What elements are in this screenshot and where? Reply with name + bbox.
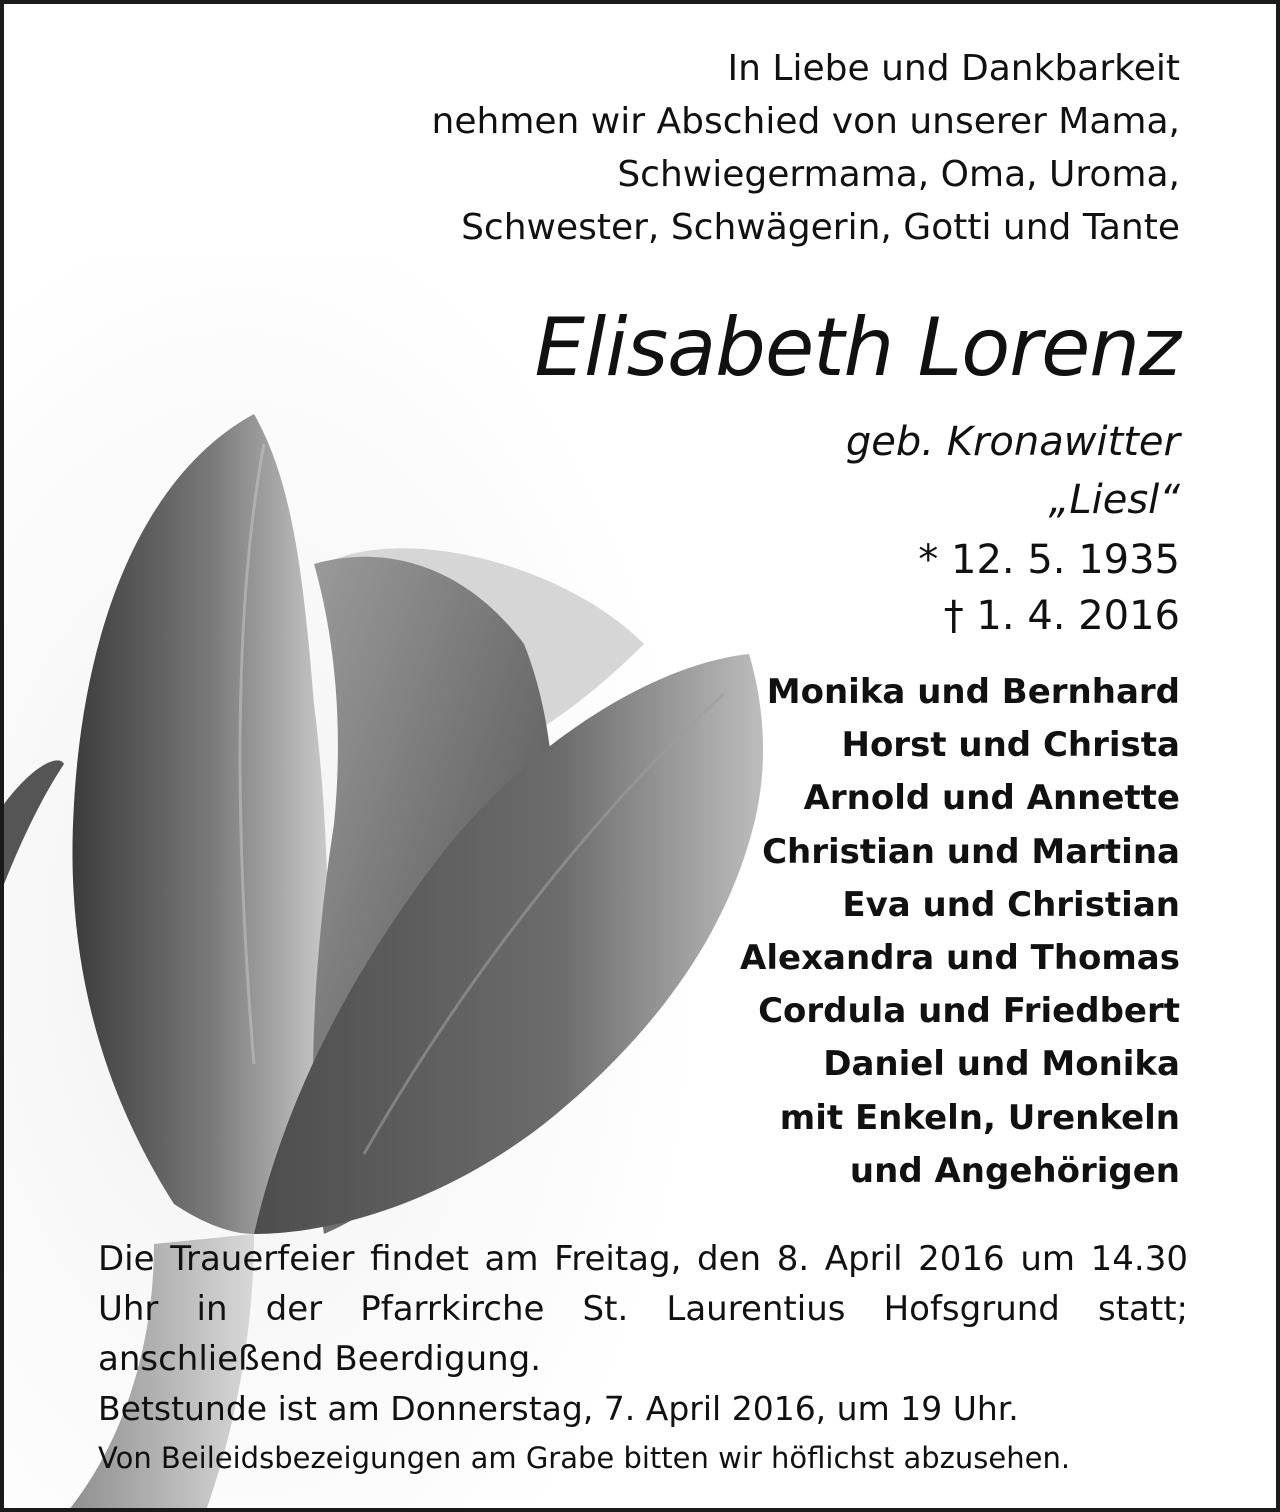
intro-text <box>432 42 1180 254</box>
intro-line: Schwester, Schwägerin, Gotti und Tante <box>461 207 1180 248</box>
mourner-line: und Angehörigen <box>849 1150 1180 1191</box>
mourner-line: Monika und Bernhard <box>766 672 1180 712</box>
nickname: „Liesl“ <box>1048 477 1180 523</box>
condolence-request-text: Von Beileidsbezeigungen am Grabe bitten wir höflichst abzusehen. <box>98 1441 1071 1475</box>
intro-line: nehmen wir Abschied von unserer Mama, <box>431 101 1180 142</box>
mourner-line: Eva und Christian <box>842 884 1180 925</box>
mourner-line: Arnold und Annette <box>803 778 1180 819</box>
deceased-name: Elisabeth Lorenz <box>534 301 1180 394</box>
prayer-hour-text: Betstunde ist am Donnerstag, 7. April 2016, um 19 Uhr. <box>98 1389 1019 1428</box>
mourner-line: Cordula und Friedbert <box>758 991 1180 1032</box>
mourner-line: mit Enkeln, Urenkeln <box>779 1097 1180 1138</box>
maiden-name: geb. Kronawitter <box>845 419 1180 465</box>
mourners-list <box>740 666 1180 1198</box>
intro-line: In Liebe und Dankbarkeit <box>727 48 1180 89</box>
mourner-line: Alexandra und Thomas <box>740 938 1180 979</box>
intro-line: Schwiegermama, Oma, Uroma, <box>617 154 1180 195</box>
mourner-line: Christian und Martina <box>762 831 1180 872</box>
mourner-line: Horst und Christa <box>841 725 1180 766</box>
funeral-service-text: Die Trauerfeier findet am Freitag, den 8. April 2016 um 14.30 Uhr in der Pfarrkirche St. Laurentius Hofsgrund statt; anschließend Beerdigung. <box>98 1239 1188 1379</box>
birth-date: * 12. 5. 1935 <box>918 537 1180 583</box>
mourner-line: Daniel und Monika <box>823 1044 1180 1085</box>
death-date: † 1. 4. 2016 <box>943 593 1180 639</box>
